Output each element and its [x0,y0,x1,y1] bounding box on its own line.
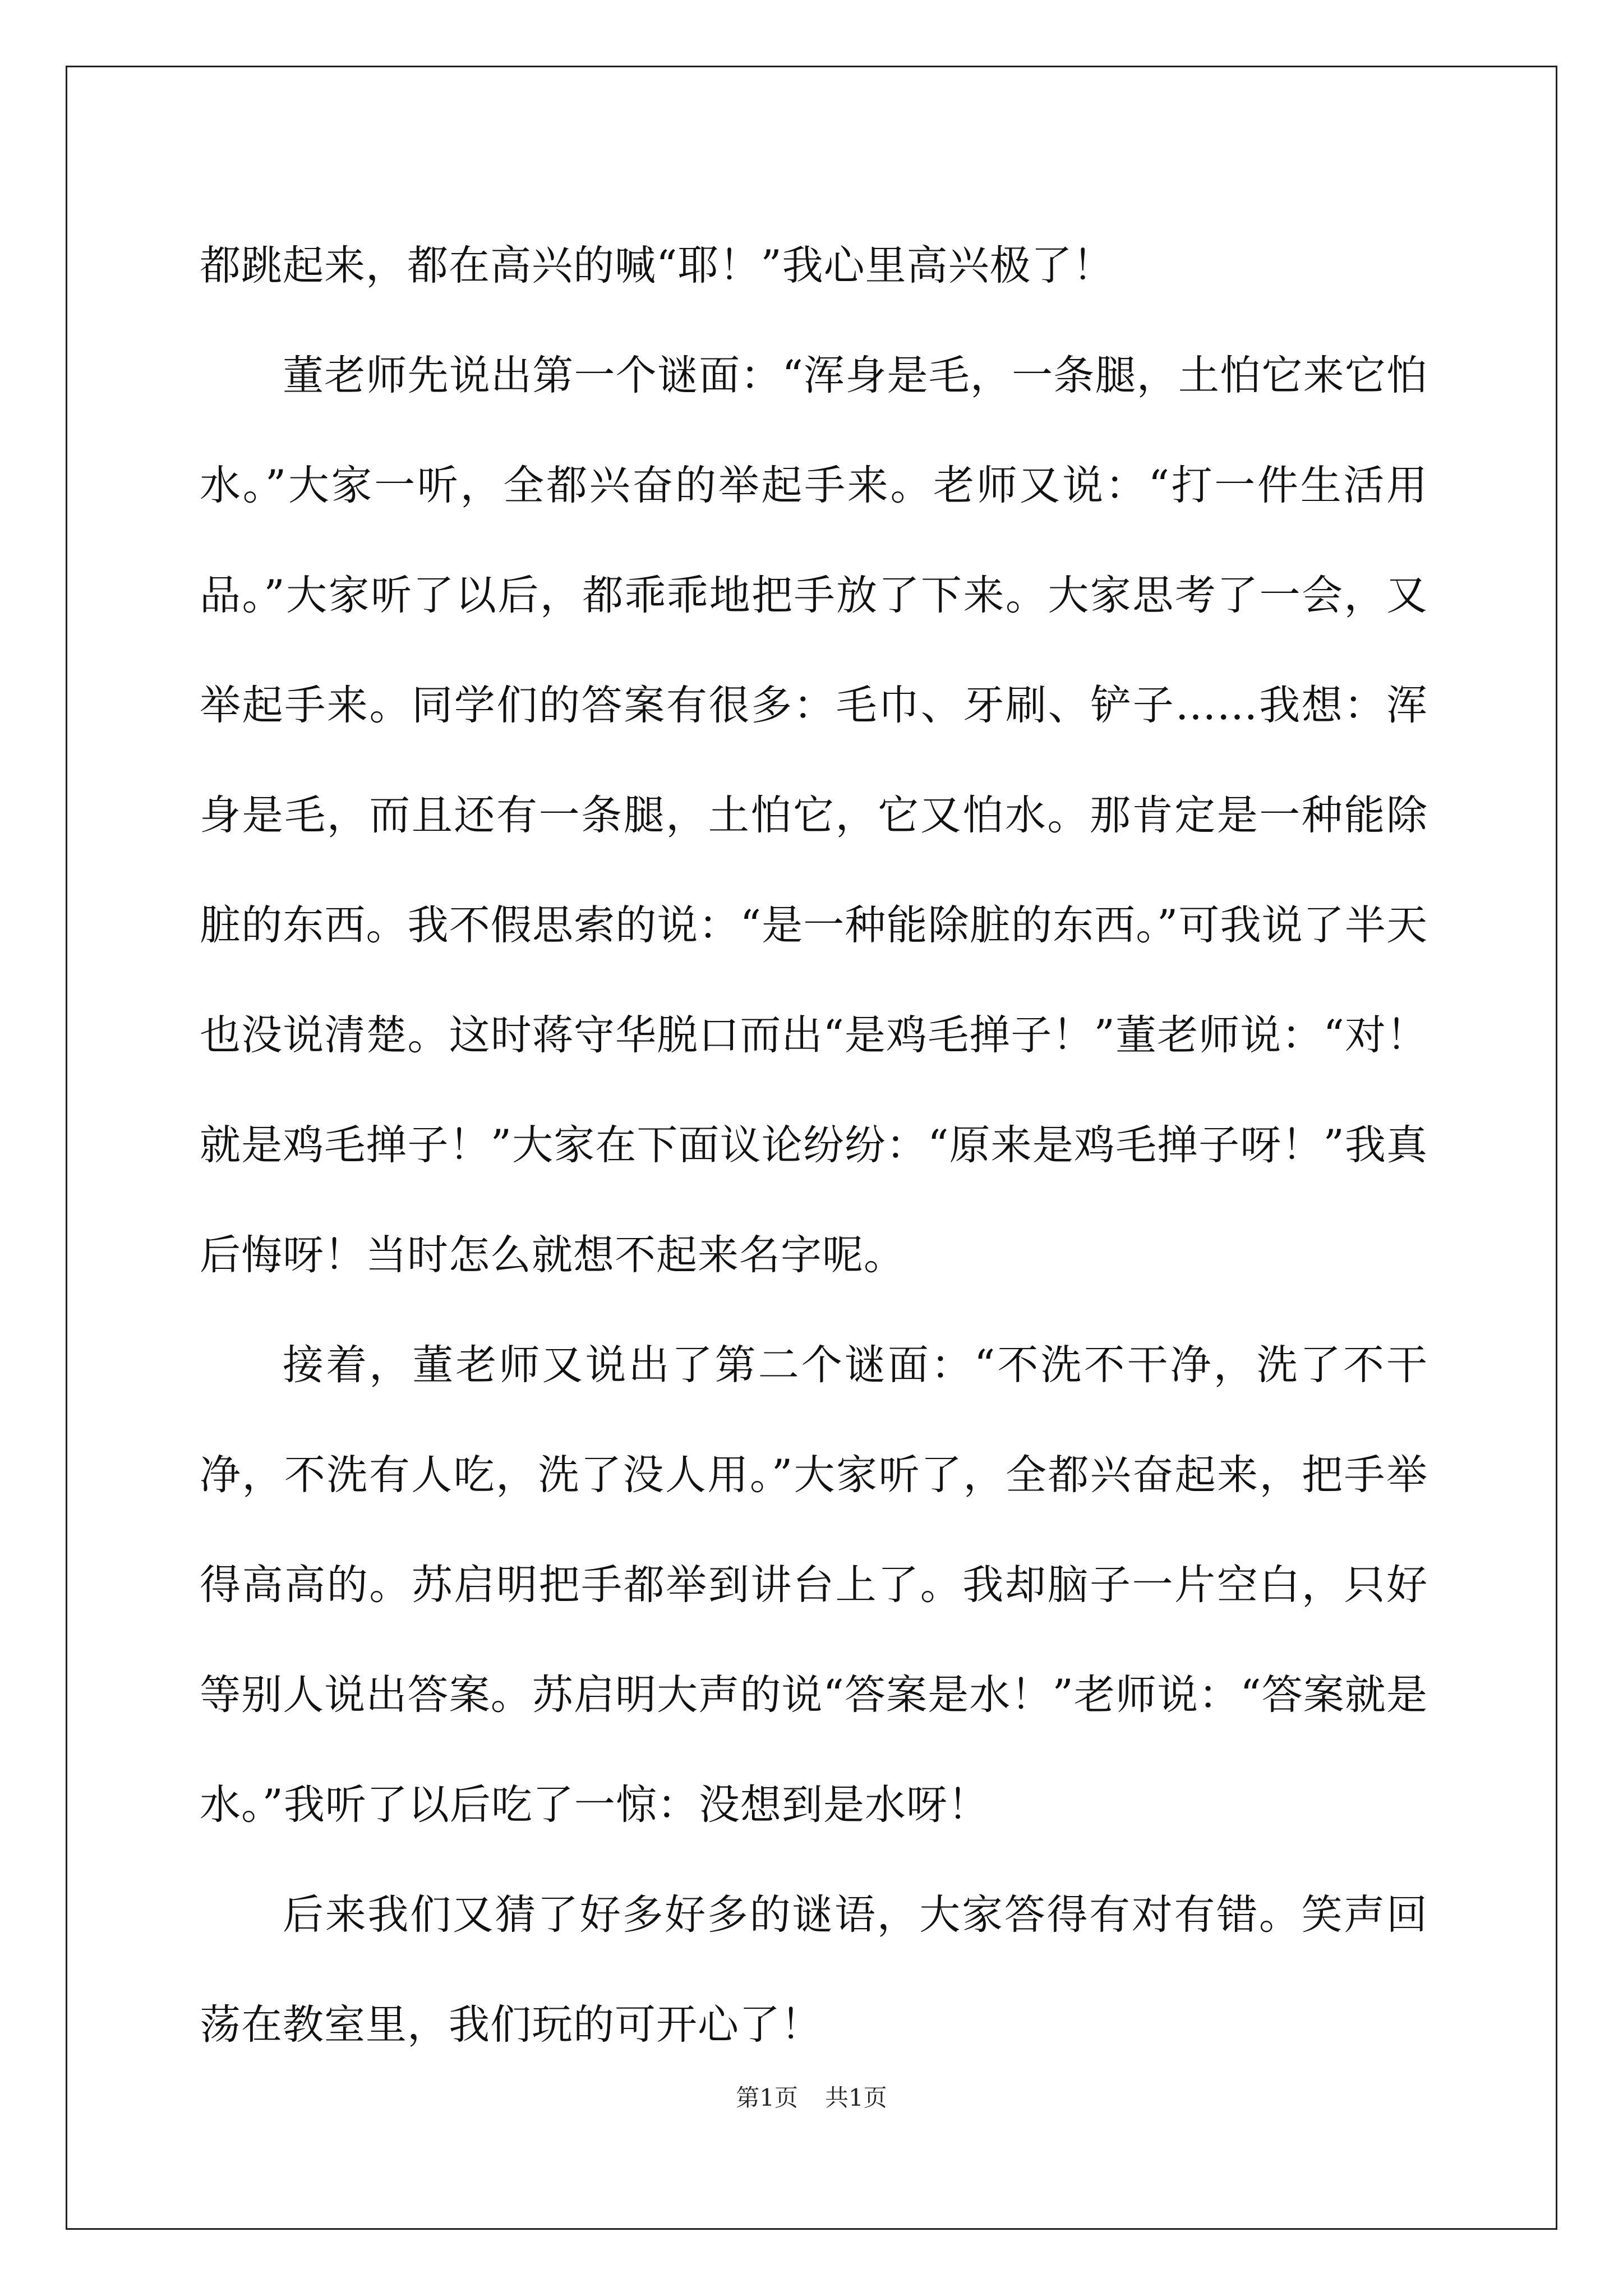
page-total: 共1页 [825,2084,887,2111]
paragraph-3: 接着，董老师又说出了第二个谜面：“不洗不干净，洗了不干净，不洗有人吃，洗了没人用。”大家听了，全都兴奋起来，把手举得高高的。苏启明把手都举到讲台上了。我却脑子一片空白，只好等别人说出答案。苏启明大声的说“答案是水！”老师说：“答案就是水。”我听了以后吃了一惊：没想到是水呀！ [200,1341,1428,1829]
document-body [200,211,1428,2080]
paragraph-2: 董老师先说出第一个谜面：“浑身是毛，一条腿，土怕它来它怕水。”大家一听，全都兴奋的举起手来。老师又说：“打一件生活用品。”大家听了以后，都乖乖地把手放了下来。大家思考了一会，又举起手来。同学们的答案有很多：毛巾、牙刷、铲子……我想：浑身是毛，而且还有一条腿，土怕它，它又怕水。那肯定是一种能除脏的东西。我不假思索的说：“是一种能除脏的东西。”可我说了半天也没说清楚。这时蒋守华脱口而出“是鸡毛掸子！”董老师说：“对！就是鸡毛掸子！”大家在下面议论纷纷：“原来是鸡毛掸子呀！”我真后悔呀！当时怎么就想不起来名字呢。 [200,352,1428,1279]
page-footer [0,2081,1623,2115]
page-number: 第1页 [736,2084,798,2111]
paragraph-4: 后来我们又猜了好多好多的谜语，大家答得有对有错。笑声回荡在教室里，我们玩的可开心了！ [200,1891,1428,2049]
paragraph-1: 都跳起来，都在高兴的喊“耶！”我心里高兴极了！ [200,242,1114,289]
